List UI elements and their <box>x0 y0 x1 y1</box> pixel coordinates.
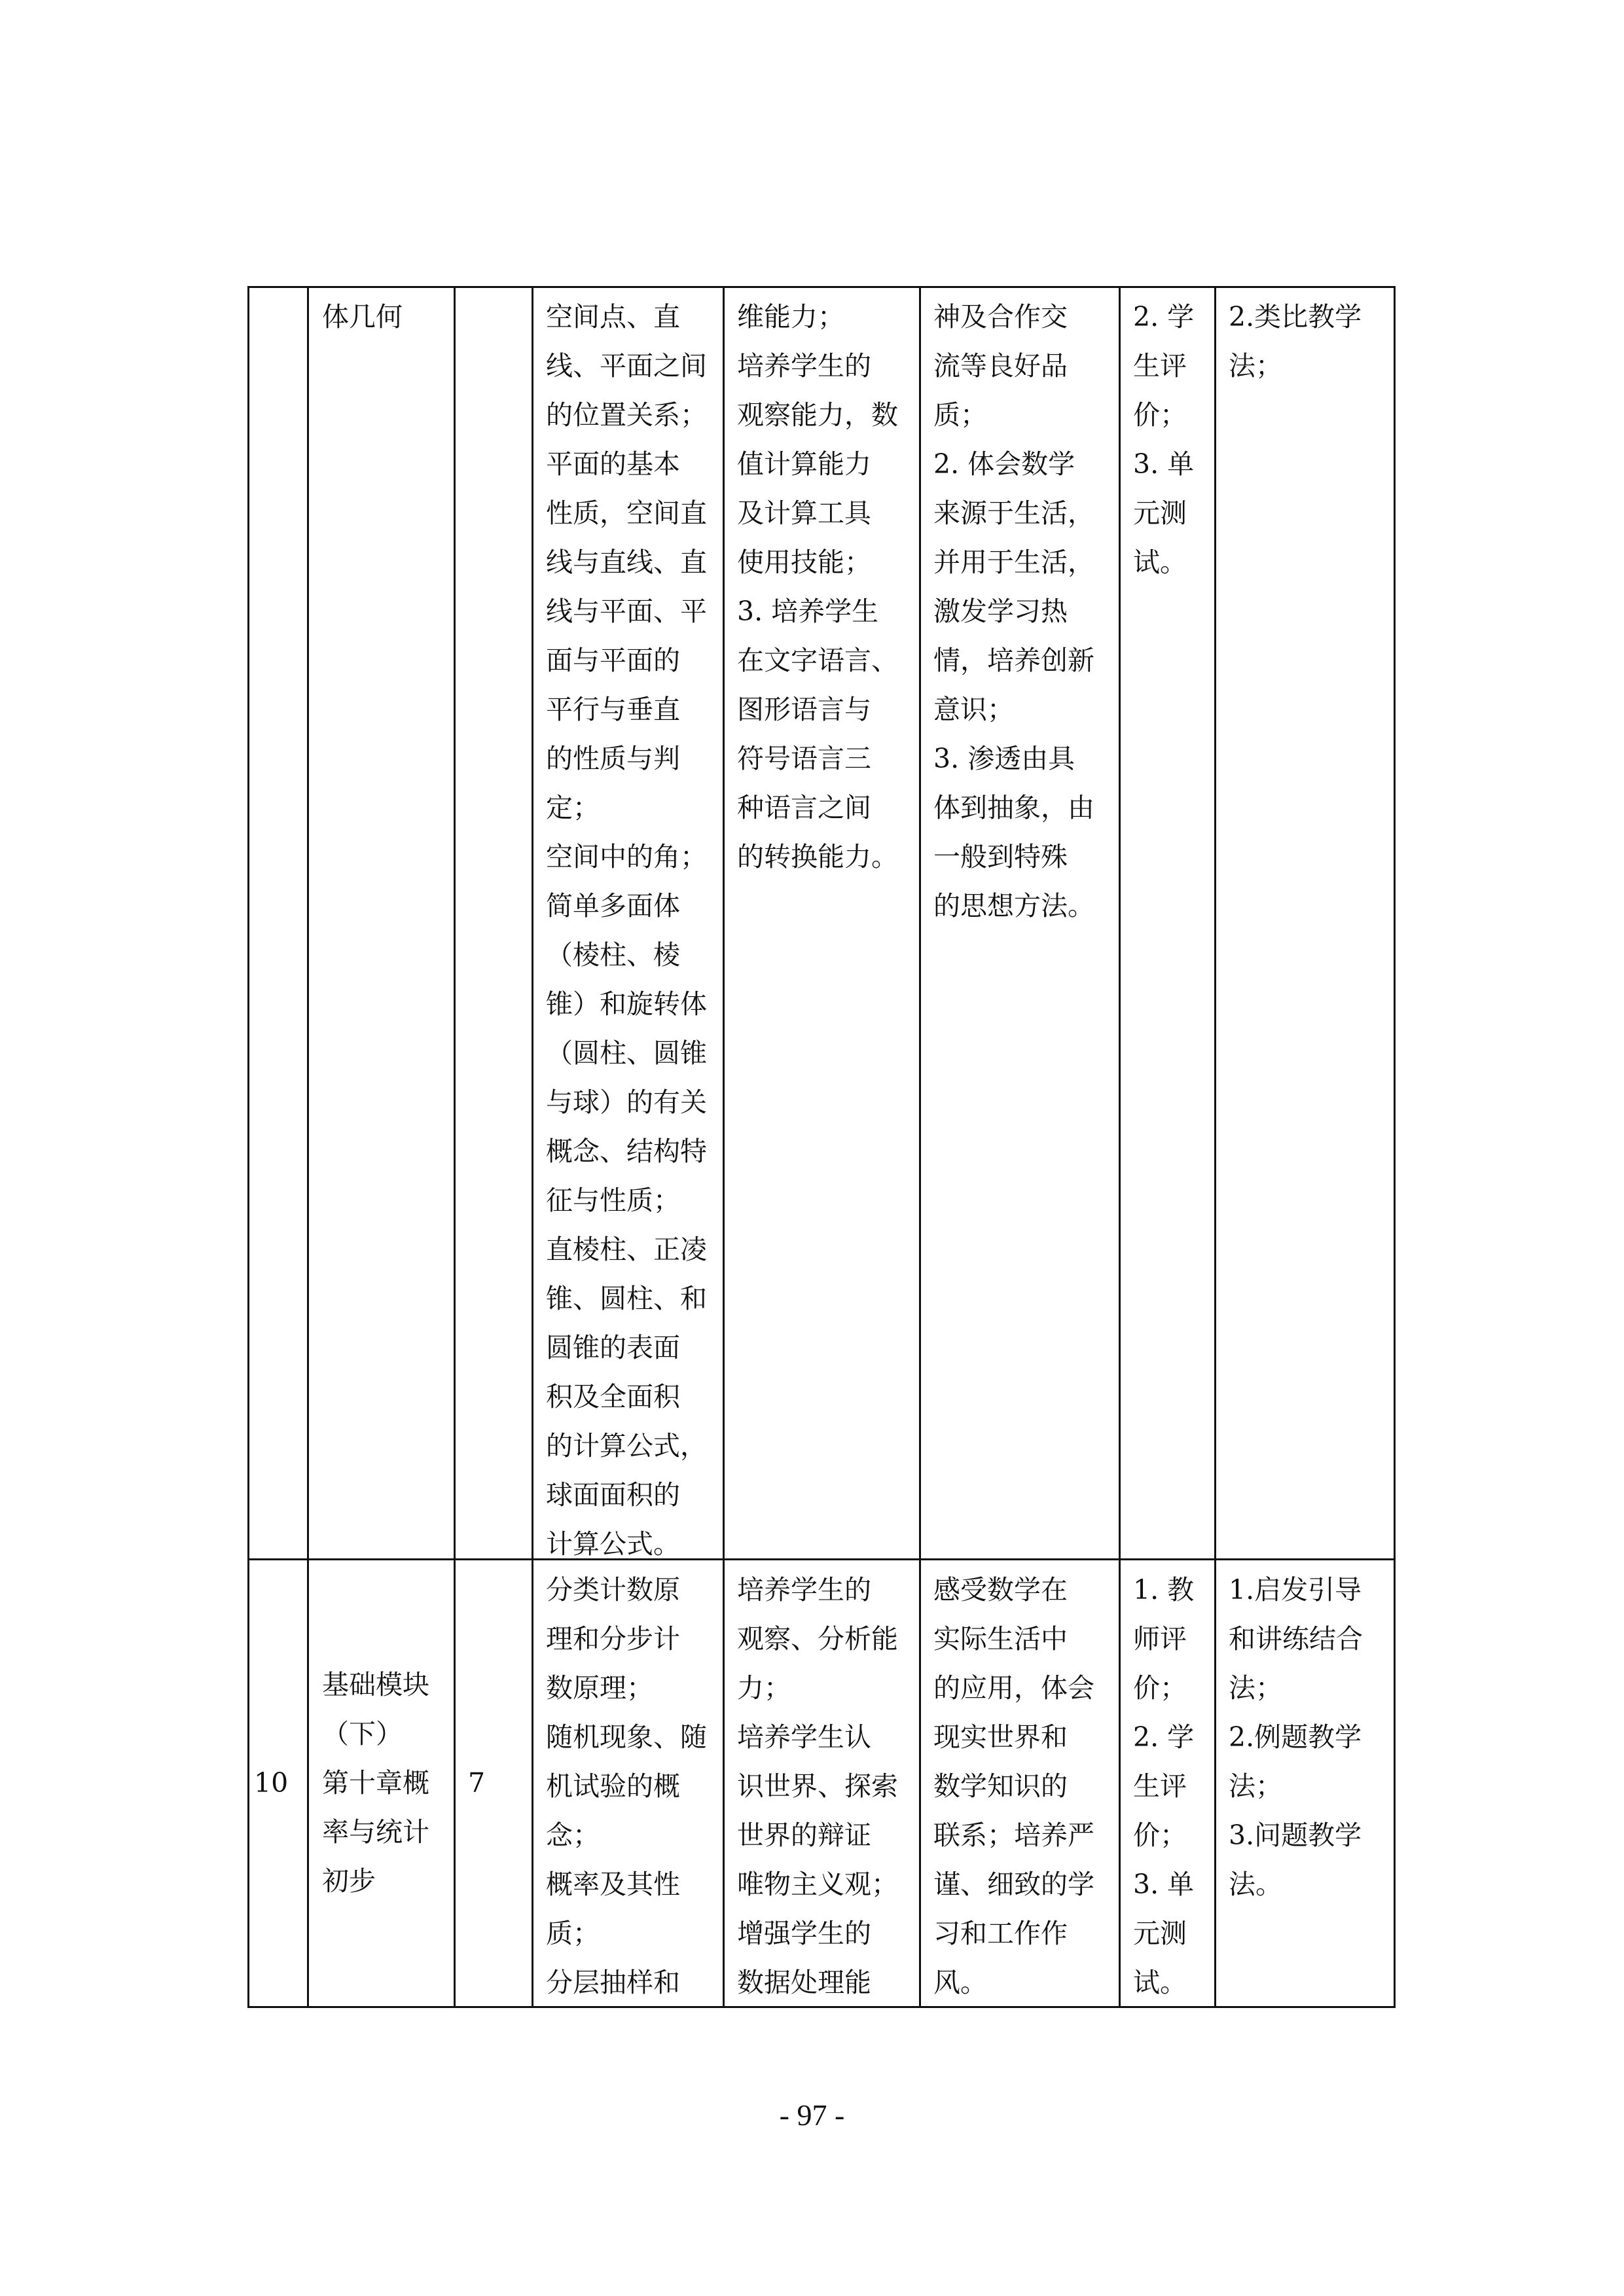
row2-hours: 7 <box>468 1767 486 1799</box>
row1-content: 空间点、直 线、平面之间 的位置关系； 平面的基本 性质，空间直 线与直线、直 线与平面、平 面与平面的 平行与垂直 的性质与判 定； 空间中的角； 简单多面体 （棱柱、棱 锥）和旋转体 （圆柱、圆锥 与球）的有关 概念、结构特 征与性质； 直棱柱、正凌 锥、圆柱、和 圆锥的表面 积及全面积 的计算公式， 球面面积的 计算公式。 <box>546 301 707 1560</box>
row2-evaluation: 1. 教 师评 价； 2. 学 生评 价； 3. 单 元测 试。 <box>1133 1574 1195 1998</box>
column-divider <box>307 286 309 2008</box>
row2-quality: 感受数学在 实际生活中 的应用，体会 现实世界和 数学知识的 联系；培养严 谨、细致的学 习和工作作 风。 <box>933 1574 1094 1998</box>
row2-content: 分类计数原 理和分步计 数原理； 随机现象、随 机试验的概 念； 概率及其性 质； 分层抽样和 <box>546 1574 707 1998</box>
column-divider <box>1119 286 1121 2008</box>
row1-evaluation: 2. 学 生评 价； 3. 单 元测 试。 <box>1133 301 1195 578</box>
row1-ability: 维能力； 培养学生的 观察能力，数 值计算能力 及计算工具 使用技能； 3. 培养学生 在文字语言、 图形语言与 符号语言三 种语言之间 的转换能力。 <box>737 301 898 872</box>
row1-quality: 神及合作交 流等良好品 质； 2. 体会数学 来源于生活， 并用于生活， 激发学习热 情，培养创新 意识； 3. 渗透由具 体到抽象，由 一般到特殊 的思想方法。 <box>933 301 1094 922</box>
row2-index: 10 <box>254 1767 289 1799</box>
page-number: - 97 - <box>779 2098 845 2132</box>
table-border-right <box>1394 286 1396 2008</box>
column-divider <box>454 286 456 2008</box>
row2-method: 1.启发引导 和讲练结合 法； 2.例题教学 法； 3.问题教学 法。 <box>1229 1574 1363 1900</box>
row1-method: 2.类比教学 法； <box>1229 301 1362 382</box>
row1-module: 体几何 <box>322 301 403 332</box>
table-border-top <box>247 286 1396 288</box>
column-divider <box>723 286 725 2008</box>
row2-ability: 培养学生的 观察、分析能 力； 培养学生认 识世界、探索 世界的辩证 唯物主义观； 增强学生的 数据处理能 <box>737 1574 898 1998</box>
column-divider <box>919 286 921 2008</box>
row2-module: 基础模块 （下） 第十章概 率与统计 初步 <box>322 1669 429 1897</box>
table-border-left <box>247 286 249 2008</box>
column-divider <box>1214 286 1216 2008</box>
column-divider <box>532 286 533 2008</box>
